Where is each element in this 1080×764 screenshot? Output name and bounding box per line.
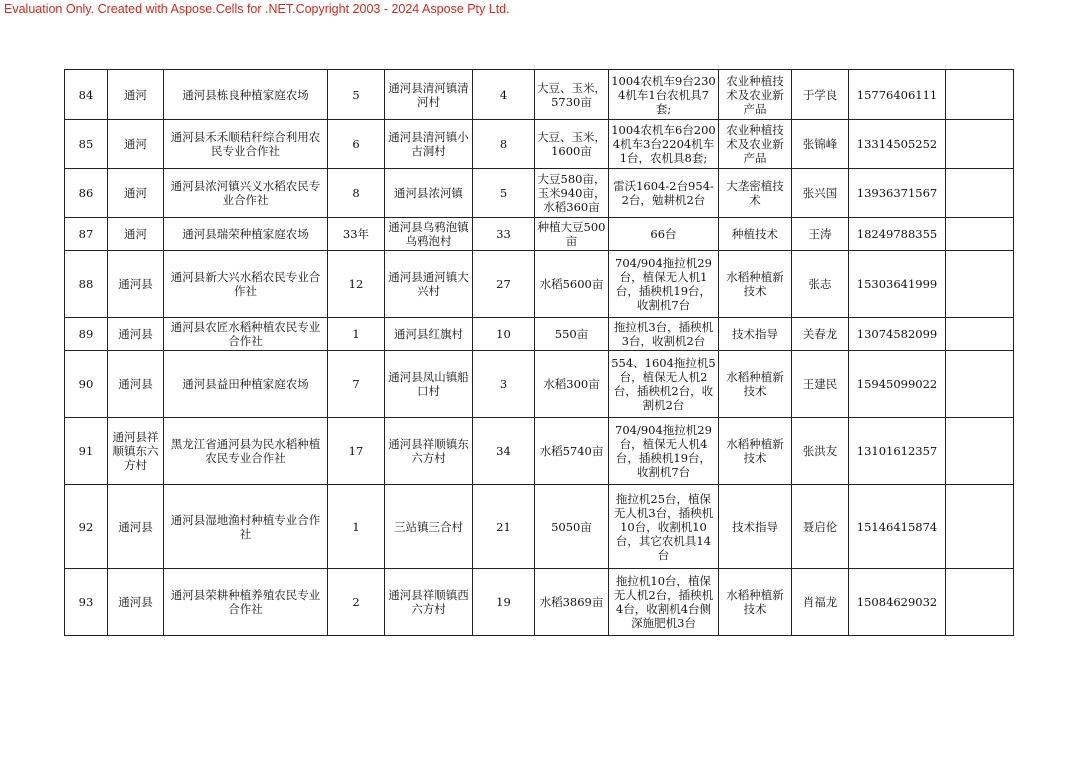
table-row	[65, 485, 1014, 569]
member-count-cell: 5	[328, 70, 385, 120]
extra-cell	[946, 351, 1014, 418]
row-number-cell: 87	[65, 218, 108, 251]
region-cell: 通河县	[108, 351, 164, 418]
planting-area-cell: 水稻5600亩	[535, 251, 609, 318]
contact-person-cell: 肖福龙	[792, 569, 849, 636]
member-count-cell: 1	[328, 318, 385, 351]
planting-area-cell: 水稻5740亩	[535, 418, 609, 485]
extra-cell	[946, 485, 1014, 569]
row-number-cell: 93	[65, 569, 108, 636]
scale-cell: 19	[473, 569, 535, 636]
scale-cell: 33	[473, 218, 535, 251]
phone-number-cell: 13074582099	[849, 318, 946, 351]
address-cell: 通河县祥顺镇东六方村	[385, 418, 473, 485]
row-number-cell: 84	[65, 70, 108, 120]
member-count-cell: 2	[328, 569, 385, 636]
planting-area-cell: 大豆、玉米，5730亩	[535, 70, 609, 120]
technology-cell: 技术指导	[719, 485, 792, 569]
organization-name-cell: 通河县益田种植家庭农场	[164, 351, 328, 418]
extra-cell	[946, 169, 1014, 218]
row-number-cell: 89	[65, 318, 108, 351]
planting-area-cell: 大豆、玉米，1600亩	[535, 120, 609, 169]
extra-cell	[946, 569, 1014, 636]
planting-area-cell: 大豆580亩，玉米940亩，水稻360亩	[535, 169, 609, 218]
member-count-cell: 7	[328, 351, 385, 418]
table-row	[65, 169, 1014, 218]
address-cell: 通河县红旗村	[385, 318, 473, 351]
phone-number-cell: 15776406111	[849, 70, 946, 120]
machinery-cell: 拖拉机10台，植保无人机2台，插秧机4台，收割机4台侧深施肥机3台	[609, 569, 719, 636]
member-count-cell: 1	[328, 485, 385, 569]
address-cell: 通河县清河镇小古洞村	[385, 120, 473, 169]
region-cell: 通河	[108, 70, 164, 120]
extra-cell	[946, 120, 1014, 169]
planting-area-cell: 550亩	[535, 318, 609, 351]
contact-person-cell: 张兴国	[792, 169, 849, 218]
region-cell: 通河	[108, 218, 164, 251]
machinery-cell: 66台	[609, 218, 719, 251]
extra-cell	[946, 418, 1014, 485]
organization-name-cell: 通河县栋良种植家庭农场	[164, 70, 328, 120]
technology-cell: 水稻种植新技术	[719, 418, 792, 485]
organization-name-cell: 通河县新大兴水稻农民专业合作社	[164, 251, 328, 318]
organization-name-cell: 通河县浓河镇兴义水稻农民专业合作社	[164, 169, 328, 218]
spreadsheet-table	[64, 69, 1014, 636]
address-cell: 三站镇三合村	[385, 485, 473, 569]
machinery-cell: 拖拉机3台，插秧机3台，收割机2台	[609, 318, 719, 351]
region-cell: 通河县祥顺镇东六方村	[108, 418, 164, 485]
machinery-cell: 1004农机车9台2304机车1台农机具7套;	[609, 70, 719, 120]
address-cell: 通河县清河镇清河村	[385, 70, 473, 120]
member-count-cell: 8	[328, 169, 385, 218]
region-cell: 通河县	[108, 251, 164, 318]
planting-area-cell: 种植大豆500亩	[535, 218, 609, 251]
organization-name-cell: 黑龙江省通河县为民水稻种植农民专业合作社	[164, 418, 328, 485]
row-number-cell: 92	[65, 485, 108, 569]
phone-number-cell: 15303641999	[849, 251, 946, 318]
extra-cell	[946, 318, 1014, 351]
machinery-cell: 1004农机车6台2004机车3台2204机车1台，农机具8套;	[609, 120, 719, 169]
organization-name-cell: 通河县瑞荣种植家庭农场	[164, 218, 328, 251]
address-cell: 通河县祥顺镇西六方村	[385, 569, 473, 636]
phone-number-cell: 13936371567	[849, 169, 946, 218]
row-number-cell: 90	[65, 351, 108, 418]
technology-cell: 技术指导	[719, 318, 792, 351]
organization-name-cell: 通河县湿地渔村种植专业合作社	[164, 485, 328, 569]
address-cell: 通河县凤山镇船口村	[385, 351, 473, 418]
row-number-cell: 91	[65, 418, 108, 485]
member-count-cell: 12	[328, 251, 385, 318]
machinery-cell: 拖拉机25台，植保无人机3台，插秧机10台，收割机10台，其它农机具14台	[609, 485, 719, 569]
table-row	[65, 318, 1014, 351]
region-cell: 通河	[108, 120, 164, 169]
region-cell: 通河县	[108, 485, 164, 569]
extra-cell	[946, 218, 1014, 251]
planting-area-cell: 水稻3869亩	[535, 569, 609, 636]
table-row	[65, 218, 1014, 251]
scale-cell: 5	[473, 169, 535, 218]
evaluation-watermark: Evaluation Only. Created with Aspose.Cells for .NET.Copyright 2003 - 2024 Aspose Pty Ltd.	[4, 2, 510, 16]
machinery-cell: 704/904拖拉机29台，植保无人机4台，插秧机19台，收割机7台	[609, 418, 719, 485]
contact-person-cell: 聂启伦	[792, 485, 849, 569]
machinery-cell: 554、1604拖拉机5台，植保无人机2台，插秧机2台，收割机2台	[609, 351, 719, 418]
machinery-cell: 704/904拖拉机29台，植保无人机1台，插秧机19台，收割机7台	[609, 251, 719, 318]
phone-number-cell: 15945099022	[849, 351, 946, 418]
phone-number-cell: 13314505252	[849, 120, 946, 169]
table-row	[65, 569, 1014, 636]
contact-person-cell: 王建民	[792, 351, 849, 418]
technology-cell: 农业种植技术及农业新产品	[719, 120, 792, 169]
scale-cell: 4	[473, 70, 535, 120]
table-row	[65, 70, 1014, 120]
row-number-cell: 88	[65, 251, 108, 318]
contact-person-cell: 关春龙	[792, 318, 849, 351]
extra-cell	[946, 70, 1014, 120]
phone-number-cell: 15146415874	[849, 485, 946, 569]
technology-cell: 水稻种植新技术	[719, 569, 792, 636]
row-number-cell: 86	[65, 169, 108, 218]
contact-person-cell: 张洪友	[792, 418, 849, 485]
address-cell: 通河县通河镇大兴村	[385, 251, 473, 318]
technology-cell: 种植技术	[719, 218, 792, 251]
address-cell: 通河县乌鸦泡镇乌鸦泡村	[385, 218, 473, 251]
scale-cell: 21	[473, 485, 535, 569]
planting-area-cell: 5050亩	[535, 485, 609, 569]
region-cell: 通河县	[108, 318, 164, 351]
technology-cell: 农业种植技术及农业新产品	[719, 70, 792, 120]
row-number-cell: 85	[65, 120, 108, 169]
phone-number-cell: 13101612357	[849, 418, 946, 485]
phone-number-cell: 18249788355	[849, 218, 946, 251]
planting-area-cell: 水稻300亩	[535, 351, 609, 418]
technology-cell: 大垄密植技术	[719, 169, 792, 218]
technology-cell: 水稻种植新技术	[719, 251, 792, 318]
contact-person-cell: 于学良	[792, 70, 849, 120]
scale-cell: 10	[473, 318, 535, 351]
address-cell: 通河县浓河镇	[385, 169, 473, 218]
organization-name-cell: 通河县禾禾顺秸秆综合利用农民专业合作社	[164, 120, 328, 169]
region-cell: 通河县	[108, 569, 164, 636]
organization-name-cell: 通河县荣耕种植养殖农民专业合作社	[164, 569, 328, 636]
contact-person-cell: 张锦峰	[792, 120, 849, 169]
region-cell: 通河	[108, 169, 164, 218]
contact-person-cell: 张志	[792, 251, 849, 318]
member-count-cell: 6	[328, 120, 385, 169]
phone-number-cell: 15084629032	[849, 569, 946, 636]
table-row	[65, 418, 1014, 485]
member-count-cell: 33年	[328, 218, 385, 251]
scale-cell: 34	[473, 418, 535, 485]
scale-cell: 3	[473, 351, 535, 418]
scale-cell: 27	[473, 251, 535, 318]
contact-person-cell: 王涛	[792, 218, 849, 251]
extra-cell	[946, 251, 1014, 318]
table-row	[65, 251, 1014, 318]
technology-cell: 水稻种植新技术	[719, 351, 792, 418]
scale-cell: 8	[473, 120, 535, 169]
table-row	[65, 351, 1014, 418]
member-count-cell: 17	[328, 418, 385, 485]
machinery-cell: 雷沃1604-2台954-2台，勉耕机2台	[609, 169, 719, 218]
organization-name-cell: 通河县农匠水稻种植农民专业合作社	[164, 318, 328, 351]
table-row	[65, 120, 1014, 169]
